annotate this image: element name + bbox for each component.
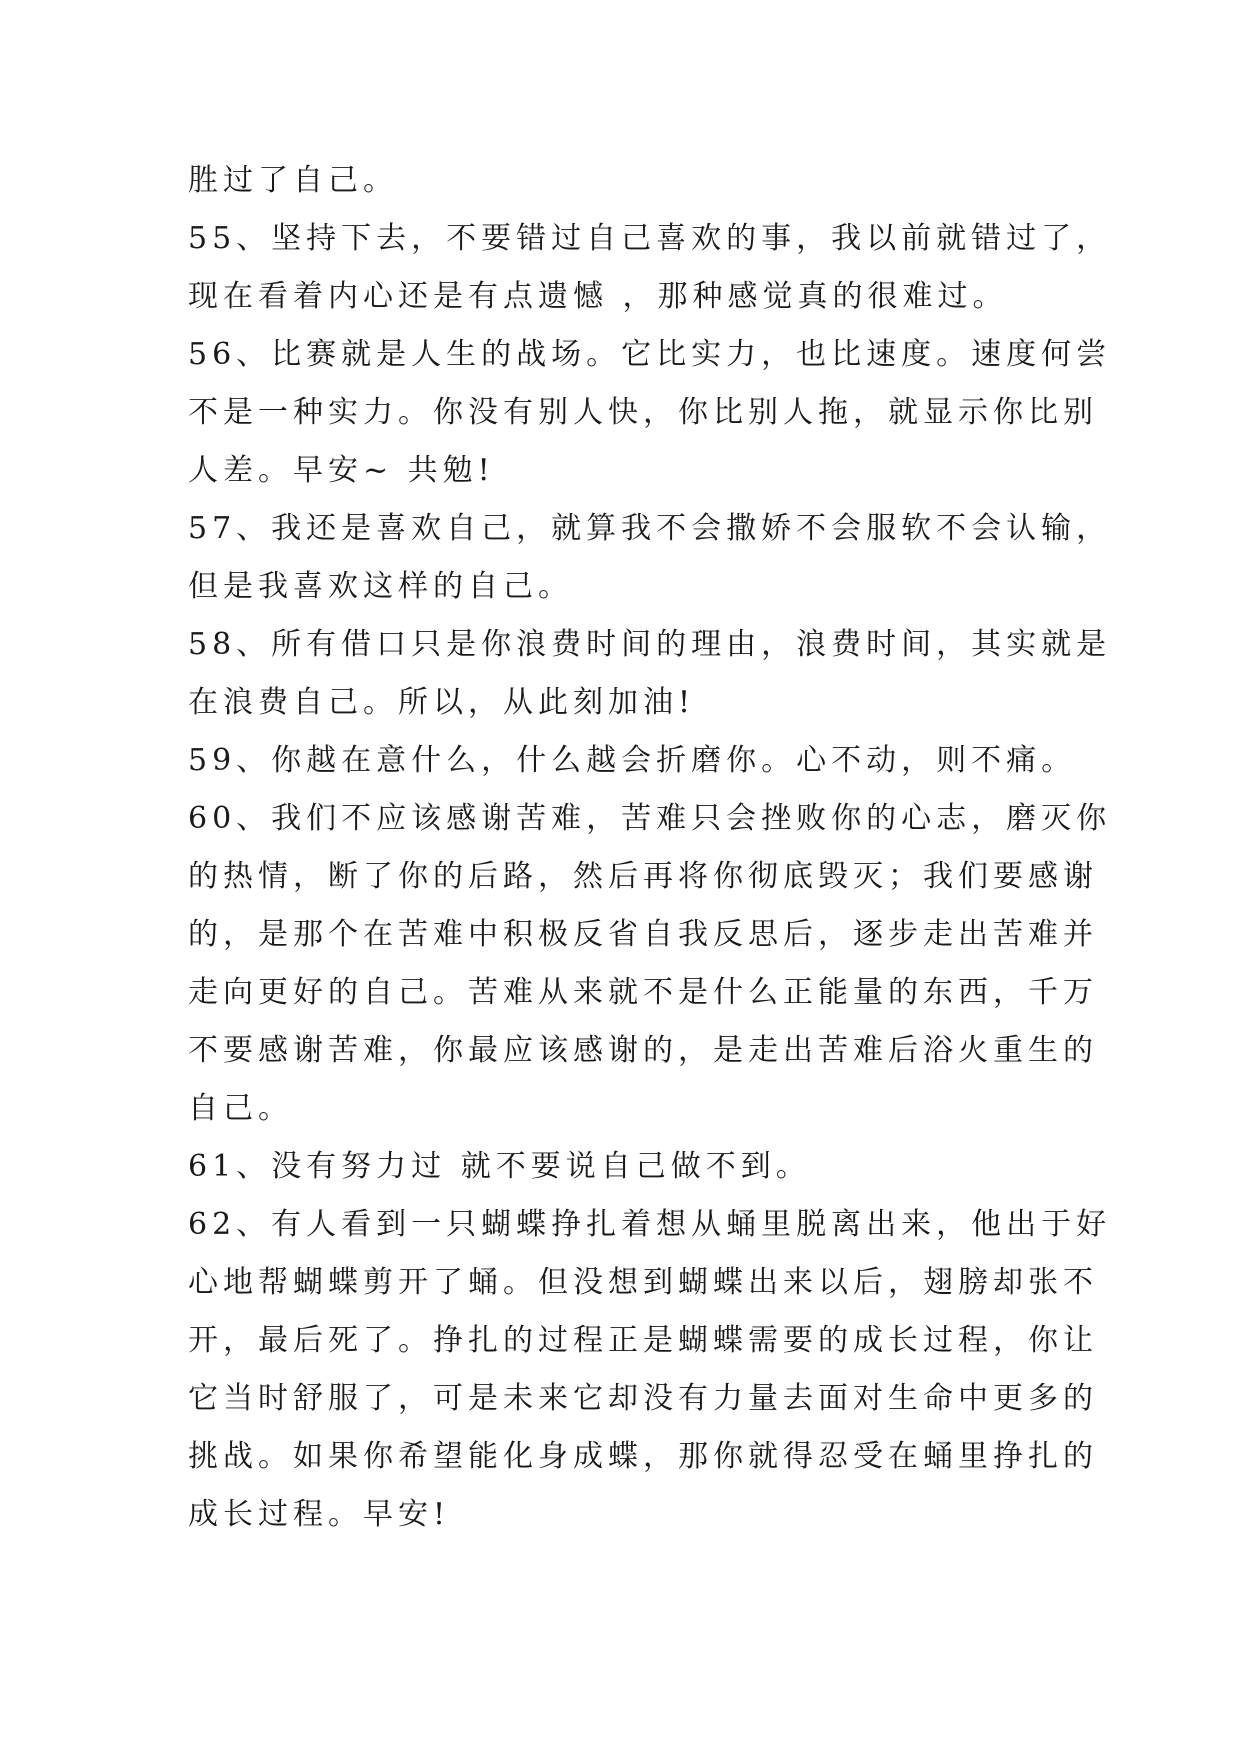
document-body <box>188 152 1112 1544</box>
text-line: 的热情，断了你的后路，然后再将你彻底毁灭；我们要感谢 <box>188 859 1098 894</box>
text-line: 在浪费自己。所以，从此刻加油! <box>188 685 696 720</box>
text-line: 成长过程。早安! <box>188 1497 451 1532</box>
text-line: 自己。 <box>188 1091 293 1126</box>
text-line: 走向更好的自己。苦难从来就不是什么正能量的东西，千万 <box>188 975 1098 1010</box>
paragraph <box>188 152 1068 210</box>
text-line: 62、有人看到一只蝴蝶挣扎着想从蛹里脱离出来，他出于好 <box>188 1207 1112 1242</box>
text-line: 胜过了自己。 <box>188 163 398 198</box>
paragraph-55 <box>188 210 1112 326</box>
text-line: 59、你越在意什么，什么越会折磨你。心不动，则不痛。 <box>188 743 1077 778</box>
paragraph-58 <box>188 616 1112 732</box>
text-line: 60、我们不应该感谢苦难，苦难只会挫败你的心志，磨灭你 <box>188 801 1112 836</box>
paragraph-59 <box>188 732 1077 790</box>
paragraph-56 <box>188 326 1112 500</box>
text-line: 人差。早安~ 共勉! <box>188 453 495 488</box>
text-line: 58、所有借口只是你浪费时间的理由，浪费时间，其实就是 <box>188 627 1112 662</box>
paragraph-62 <box>188 1196 1112 1544</box>
text-line: 57、我还是喜欢自己，就算我不会撒娇不会服软不会认输， <box>188 511 1112 546</box>
paragraph-57 <box>188 500 1112 616</box>
text-line: 心地帮蝴蝶剪开了蛹。但没想到蝴蝶出来以后，翅膀却张不 <box>188 1265 1098 1300</box>
text-line: 开，最后死了。挣扎的过程正是蝴蝶需要的成长过程，你让 <box>188 1323 1098 1358</box>
text-line: 不是一种实力。你没有别人快，你比别人拖，就显示你比别 <box>188 395 1098 430</box>
text-line: 现在看着内心还是有点遗憾 ，那种感觉真的很难过。 <box>188 279 1008 314</box>
text-line: 挑战。如果你希望能化身成蝶，那你就得忍受在蛹里挣扎的 <box>188 1439 1098 1474</box>
text-line: 它当时舒服了，可是未来它却没有力量去面对生命中更多的 <box>188 1381 1098 1416</box>
text-line: 的，是那个在苦难中积极反省自我反思后，逐步走出苦难并 <box>188 917 1098 952</box>
text-line: 55、坚持下去，不要错过自己喜欢的事，我以前就错过了， <box>188 221 1112 256</box>
text-line: 61、没有努力过 就不要说自己做不到。 <box>188 1149 811 1184</box>
text-line: 不要感谢苦难，你最应该感谢的，是走出苦难后浴火重生的 <box>188 1033 1098 1068</box>
text-line: 但是我喜欢这样的自己。 <box>188 569 573 604</box>
text-line: 56、比赛就是人生的战场。它比实力，也比速度。速度何尝 <box>188 337 1112 372</box>
paragraph-61 <box>188 1138 1068 1196</box>
paragraph-60 <box>188 790 1112 1138</box>
